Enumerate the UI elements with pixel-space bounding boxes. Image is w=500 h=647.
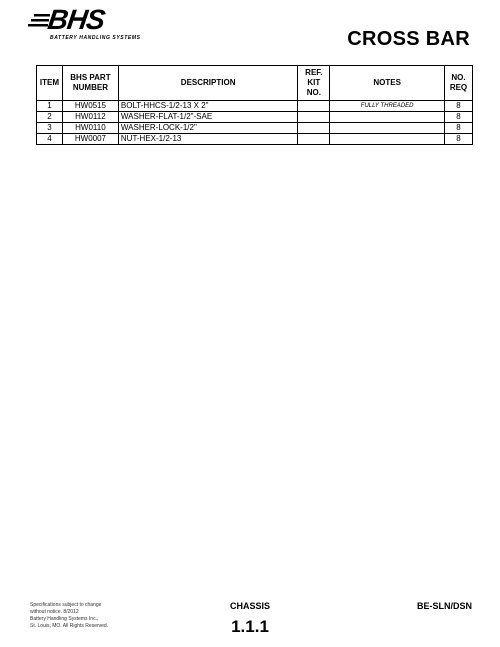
description-cell: WASHER-FLAT-1/2"-SAE [118, 112, 297, 123]
notes-cell [330, 134, 445, 145]
quantity-cell: 8 [444, 112, 472, 123]
description-cell: BOLT-HHCS-1/2-13 X 2" [118, 101, 297, 112]
ref-kit-cell [298, 112, 330, 123]
footer-disclaimer: Specifications subject to change without notice. 8/2012 Battery Handling Systems Inc., St. Louis, MO. All Rights Reserved. [30, 602, 109, 629]
description-cell: NUT-HEX-1/2-13 [118, 134, 297, 145]
part-number-cell: HW0110 [62, 123, 118, 134]
model-code: BE-SLN/DSN [416, 601, 472, 611]
col-notes-header: NOTES [330, 66, 445, 101]
parts-table [36, 65, 473, 145]
col-req-header: NO. REQ [444, 66, 472, 101]
table-row [37, 101, 473, 112]
ref-kit-cell [298, 134, 330, 145]
notes-cell: FULLY THREADED [330, 101, 445, 112]
section-name: CHASSIS [229, 601, 270, 611]
col-part-header: BHS PART NUMBER [62, 66, 118, 101]
part-number-cell: HW0515 [62, 101, 118, 112]
page-number: 1.1.1 [231, 617, 269, 636]
logo-tagline: BATTERY HANDLING SYSTEMS [50, 35, 141, 41]
col-item-header: ITEM [37, 66, 63, 101]
table-row [37, 123, 473, 134]
bhs-logo [28, 4, 148, 44]
item-cell: 2 [37, 112, 63, 123]
part-number-cell: HW0112 [62, 112, 118, 123]
col-ref-header: REF. KIT NO. [298, 66, 330, 101]
col-description-header: DESCRIPTION [118, 66, 297, 101]
table-header-row [37, 66, 473, 101]
page-title: CROSS BAR [347, 28, 470, 50]
description-cell: WASHER-LOCK-1/2" [118, 123, 297, 134]
part-number-cell: HW0007 [62, 134, 118, 145]
notes-cell [330, 112, 445, 123]
table-row [37, 112, 473, 123]
item-cell: 4 [37, 134, 63, 145]
quantity-cell: 8 [444, 101, 472, 112]
table-row [37, 134, 473, 145]
ref-kit-cell [298, 101, 330, 112]
ref-kit-cell [298, 123, 330, 134]
quantity-cell: 8 [444, 134, 472, 145]
item-cell: 1 [37, 101, 63, 112]
quantity-cell: 8 [444, 123, 472, 134]
footer-section [200, 601, 300, 637]
logo-wordmark: BHS [45, 4, 107, 35]
item-cell: 3 [37, 123, 63, 134]
notes-cell [330, 123, 445, 134]
